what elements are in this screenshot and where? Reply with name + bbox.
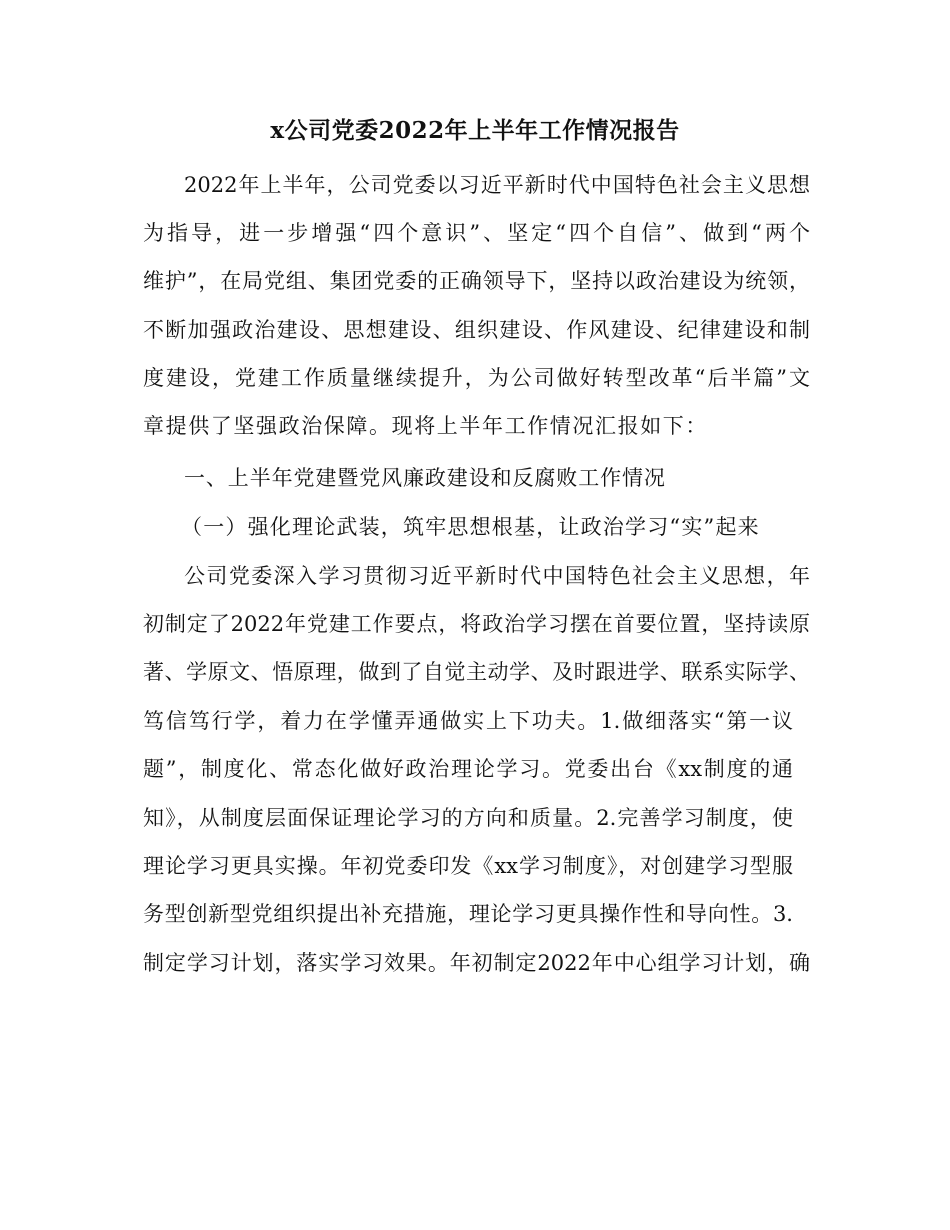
intro-line: 为指导，进一步增强“四个意识”、坚定“四个自信”、做到“两个: [143, 221, 810, 245]
intro-line: 度建设，党建工作质量继续提升，为公司做好转型改革“后半篇”文: [143, 366, 810, 390]
body-line: 制定学习计划，落实学习效果。年初制定2022年中心组学习计划，确: [143, 951, 810, 975]
body-line: 知》，从制度层面保证理论学习的方向和质量。2.完善学习制度，使: [143, 806, 793, 830]
intro-line: 章提供了坚强政治保障。现将上半年工作情况汇报如下：: [143, 414, 708, 438]
body-line: 理论学习更具实操。年初党委印发《xx学习制度》，对创建学习型服: [143, 854, 793, 878]
body-line: 笃信笃行学，着力在学懂弄通做实上下功夫。1.做细落实“第一议: [143, 709, 793, 733]
intro-line: 维护”，在局党组、集团党委的正确领导下，坚持以政治建设为统领，: [143, 269, 810, 293]
body-line: 初制定了2022年党建工作要点，将政治学习摆在首要位置，坚持读原: [143, 612, 810, 636]
subsection-heading: （一）强化理论武装，筑牢思想根基，让政治学习“实”起来: [181, 515, 760, 539]
document-title: x公司党委2022年上半年工作情况报告: [270, 117, 680, 144]
intro-line: 不断加强政治建设、思想建设、组织建设、作风建设、纪律建设和制: [143, 318, 810, 342]
section-heading: 一、上半年党建暨党风廉政建设和反腐败工作情况: [184, 466, 666, 490]
body-line: 公司党委深入学习贯彻习近平新时代中国特色社会主义思想，年: [184, 564, 810, 588]
body-line: 题”，制度化、常态化做好政治理论学习。党委出台《xx制度的通: [143, 757, 793, 781]
body-line: 务型创新型党组织提出补充措施，理论学习更具操作性和导向性。3.: [143, 902, 793, 926]
body-line: 著、学原文、悟原理，做到了自觉主动学、及时跟进学、联系实际学、: [143, 660, 810, 684]
intro-line: 2022年上半年，公司党委以习近平新时代中国特色社会主义思想: [184, 173, 810, 197]
